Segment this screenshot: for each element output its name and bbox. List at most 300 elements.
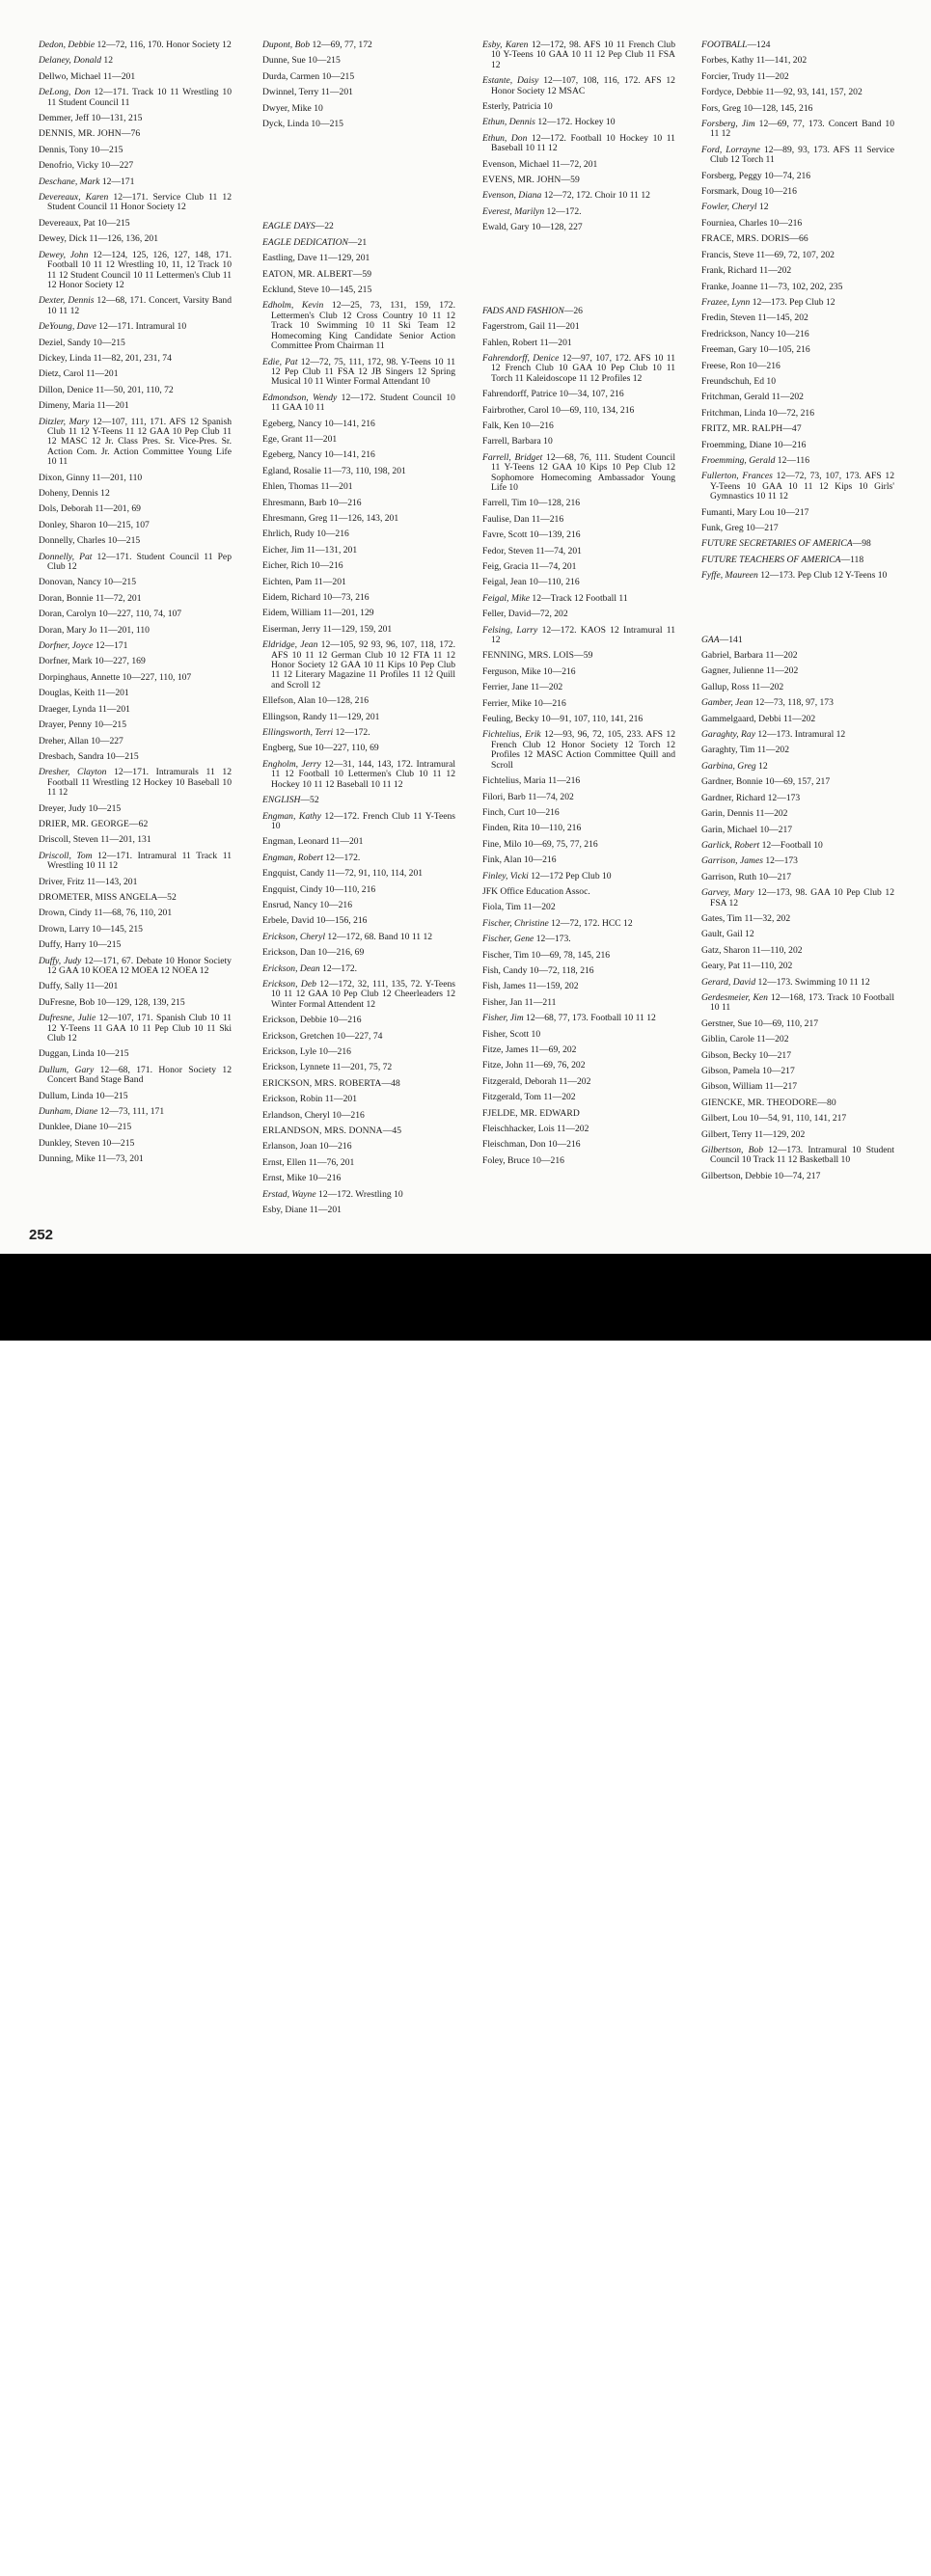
section-gap [701,587,894,636]
entry-pages: 11—202 [758,265,792,277]
entry-name: Fichtelius, Maria [482,775,546,787]
entry-name: Faulise, Dan [482,513,530,525]
index-entry [701,777,894,787]
entry-pages: 11—69, 202 [530,1044,577,1055]
index-entry [262,514,455,524]
entry-name: Foley, Bruce [482,1154,530,1166]
entry-name: Forcier, Trudy [701,70,755,82]
entry-pages: 10—217 [776,506,809,518]
entry-pages: 10—215 [107,535,141,547]
index-entry [701,636,894,645]
index-entry [482,1156,675,1166]
entry-pages: 11—201, 69 [95,503,141,515]
image-id-label: Image ID: 3A8THJ6 [779,2520,906,2536]
entry-pages: 12—172. [335,727,370,739]
entry-name: GAA [701,634,720,645]
entry-name: Erickson, Debbie [262,1015,327,1026]
index-entry [701,762,894,772]
entry-pages: 10—128, 145, 216 [743,102,813,114]
index-entry [262,546,455,556]
entry-pages: 11—201 [539,337,572,348]
index-entry [39,1049,232,1059]
index-entry [482,982,675,991]
index-entry [39,957,232,977]
entry-pages: 10 [314,102,323,114]
entry-pages: 10—145, 215 [92,923,143,935]
entry-pages: 11—201 [331,836,364,848]
index-entry [262,285,455,295]
index-entry [39,1154,232,1164]
index-entry [262,1142,455,1152]
index-entry [701,962,894,971]
entry-name: Gardner, Bonnie [701,776,763,788]
entry-name: Erickson, Cheryl [262,931,326,942]
index-entry [262,120,455,129]
entry-pages: 11—129, 159, 201 [322,623,393,635]
entry-pages: 11—201 [314,576,346,587]
entry-name: Frank, Richard [701,265,757,277]
entry-name: Gabriel, Barbara [701,650,763,662]
entry-pages: 11—216 [547,775,581,787]
index-entry [701,873,894,882]
entry-pages: 11—201 [320,481,353,493]
entry-pages: 12—172. French Club 11 Y-Teens 10 [271,810,455,831]
entry-name: Fairbrother, Carol [482,404,549,416]
entry-name: Fumanti, Mary Lou [701,506,775,518]
entry-name: Dunning, Mike [39,1153,96,1165]
entry-name: Engholm, Jerry [262,758,321,770]
entry-pages: 10—215 [96,1048,129,1060]
index-entry [482,562,675,572]
entry-pages: 10—217 [758,871,792,882]
entry-name: Erickson, Dan [262,947,315,959]
index-entry [482,683,675,692]
entry-pages: 10—215 [98,1122,132,1133]
entry-name: Dickey, Linda [39,352,92,364]
entry-pages: —118 [840,554,864,565]
entry-name: Garin, Dennis [701,808,753,820]
entry-name: Garin, Michael [701,824,758,835]
entry-pages: 11—201, 75, 72 [332,1062,393,1073]
entry-name: Denofrio, Vicky [39,160,99,172]
index-entry [39,521,232,530]
entry-name: Fredin, Steven [701,312,755,324]
index-entry [39,804,232,814]
entry-name: Fitzgerald, Tom [482,1092,541,1103]
entry-name: FRITZ, MR. RALPH [701,423,783,435]
entry-name: Dupont, Bob [262,40,311,50]
entry-name: Devereaux, Pat [39,217,96,229]
index-entry [262,222,455,231]
entry-pages: 11—126, 136, 201 [89,233,159,245]
entry-pages: 12—116 [777,454,810,466]
entry-name: Duffy, Sally [39,981,84,992]
entry-name: Ewald, Gary [482,222,530,233]
index-column-1 [39,41,232,1171]
entry-name: Doran, Bonnie [39,592,94,604]
entry-name: Dellwo, Michael [39,70,101,82]
index-entry [482,855,675,865]
entry-name: Gamber, Jean [701,697,753,709]
entry-pages: 12 [745,929,754,940]
entry-pages: 12—171 [101,176,135,187]
entry-pages: 11—129, 201 [318,253,370,264]
entry-pages: 11—216 [531,513,564,525]
entry-pages: 10—216 [527,806,560,818]
entry-name: Fish, James [482,981,526,992]
entry-pages: 12—171 [95,640,128,652]
entry-pages: 12—173. [535,934,571,945]
index-entry [701,72,894,82]
entry-pages: 12—172. KAOS 12 Intramural 11 12 [491,624,675,646]
entry-name: Finley, Vicki [482,870,529,881]
entry-pages: 10—216 [773,439,807,450]
index-entry [39,339,232,348]
entry-name: Dixon, Ginny [39,472,90,483]
index-entry [701,234,894,244]
entry-pages: 11—129, 201 [329,711,380,722]
index-entry [701,651,894,661]
index-entry [701,345,894,355]
index-entry [482,339,675,348]
index-entry [701,330,894,339]
entry-pages: 11—202 [766,665,799,677]
entry-name: Gerstner, Sue [701,1017,752,1029]
entry-pages: 12—172. Student Council 10 11 GAA 10 11 [271,392,455,414]
index-entry [262,796,455,805]
entry-name: Forbes, Kathy [701,55,754,67]
index-entry [482,730,675,771]
entry-pages: —66 [789,233,808,245]
index-entry [39,504,232,514]
entry-name: Farrell, Bridget [482,451,543,463]
index-entry [482,453,675,494]
entry-pages: 10—141, 216 [324,418,375,429]
entry-pages: 12—107, 108, 116, 172. AFS 12 Honor Society 12 MSAC [491,75,675,96]
entry-pages: 12—72, 172. HCC 12 [551,917,633,929]
entry-name: Esby, Diane [262,1205,308,1216]
entry-name: Gerard, David [701,976,756,988]
entry-pages: 11—92, 93, 141, 157, 202 [765,87,863,98]
entry-name: Edie, Pat [262,356,298,367]
index-entry [39,553,232,573]
entry-pages: 10—215 [95,1090,128,1101]
entry-pages: —22 [315,221,334,232]
index-entry [39,1092,232,1101]
index-entry [39,893,232,903]
entry-pages: 10—73, 216 [322,592,370,603]
entry-pages: 12—72, 116, 170. Honor Society 12 [96,40,232,50]
entry-pages: 10—105, 216 [758,344,810,356]
entry-pages: 11—126, 143, 201 [329,512,399,524]
entry-name: JFK Office Education Assoc. [482,885,590,897]
index-entry [262,948,455,958]
entry-name: Dunklee, Diane [39,1122,97,1133]
entry-name: Fleischhacker, Lois [482,1124,555,1135]
index-entry [262,869,455,879]
entry-pages: 11—82, 201, 231, 74 [93,352,172,364]
index-entry [482,406,675,416]
entry-name: EAGLE DAYS [262,221,315,232]
index-entry [39,820,232,829]
index-entry [482,437,675,447]
entry-pages: 10—215 [93,337,125,348]
index-entry [262,41,455,50]
entry-pages: 12—69, 77, 172 [312,40,372,50]
index-entry [39,418,232,468]
entry-name: FUTURE SECRETARIES OF AMERICA [701,538,853,550]
index-entry [39,878,232,887]
index-entry [262,1126,455,1136]
entry-pages: 10—227, 169 [94,656,146,667]
entry-pages: 11—129, 202 [753,1128,806,1140]
index-entry [39,354,232,364]
entry-name: Garlick, Robert [701,839,760,851]
entry-pages: 12—172, 98. AFS 10 11 French Club 10 Y-Teens 10 GAA 10 11 12 Pep Club 11 FSA 12 [491,40,676,70]
index-entry [482,499,675,508]
index-entry [701,377,894,387]
index-entry [39,296,232,316]
index-entry [482,160,675,170]
entry-name: Gardner, Richard [701,792,766,803]
entry-name: Dorfner, Mark [39,656,93,667]
entry-pages: 12—72, 172. Choir 10 11 12 [543,190,650,202]
index-entry [262,1063,455,1072]
entry-name: Donnelly, Pat [39,551,93,562]
entry-name: Feller, David [482,609,532,620]
yearbook-index-page [0,0,931,1254]
index-entry [482,699,675,709]
entry-pages: 11—201 [309,1205,342,1216]
index-entry [262,713,455,722]
index-entry [262,467,455,476]
index-entry [701,930,894,939]
entry-name: DeLong, Don [39,87,91,98]
index-entry [482,626,675,646]
entry-name: Engman, Kathy [262,810,321,822]
entry-pages: 11—201 [102,70,136,82]
entry-name: Donovan, Nancy [39,577,102,588]
entry-pages: 12—89, 93, 173. AFS 11 Service Club 12 Torch 11 [710,144,895,166]
entry-name: Fritchman, Linda [701,407,766,419]
index-entry [482,207,675,217]
index-entry [482,322,675,332]
entry-pages: 12—173. Intramural 12 [757,729,846,741]
entry-name: Fiola, Tim [482,902,521,913]
entry-name: Donnelly, Charles [39,535,106,547]
entry-name: Ellefson, Alan [262,695,315,707]
entry-name: Eidem, Richard [262,592,321,603]
index-entry [262,980,455,1010]
entry-pages: 11—202 [543,1092,576,1103]
entry-pages: 12—172. Football 10 Hockey 10 11 Baseball 10 11 12 [491,132,675,154]
entry-name: Ehrlich, Rudy [262,529,315,540]
index-entry [39,673,232,683]
entry-name: Dresher, Clayton [39,767,107,778]
entry-name: Egeberg, Nancy [262,449,322,461]
entry-name: Franke, Joanne [701,281,758,292]
entry-pages: 11—72, 201 [95,592,142,604]
index-entry [701,841,894,851]
entry-name: FRACE, MRS. DORIS [701,233,790,245]
index-entry [262,1095,455,1104]
index-entry [701,456,894,466]
entry-name: Fischer, Tim [482,949,530,961]
entry-pages: 10—216 [521,420,554,431]
entry-name: Deziel, Sandy [39,337,91,348]
entry-pages: —76 [121,128,141,140]
index-entry [262,1174,455,1183]
entry-pages: 10—227 [100,160,134,172]
entry-name: Erickson, Lynnete [262,1062,330,1073]
entry-name: Dyck, Linda [262,119,309,130]
entry-name: Garbina, Greg [701,760,756,772]
entry-pages: 12—171. Intramural 10 [98,321,187,333]
index-entry [39,234,232,244]
entry-name: Fredrickson, Nancy [701,328,775,339]
entry-name: Farrell, Barbara [482,436,541,447]
index-entry [39,657,232,666]
entry-pages: 11—201 [96,688,129,699]
index-entry [39,369,232,379]
entry-pages: 12—68, 77, 173. Football 10 11 12 [526,1013,656,1024]
entry-name: Devereaux, Karen [39,192,109,203]
index-entry [482,1030,675,1040]
entry-pages: 10—145, 215 [320,285,372,296]
entry-pages: 10—69, 157, 217 [764,776,831,788]
entry-name: Freundschuh, Ed [701,375,765,387]
entry-pages: 11—201 [304,433,338,445]
entry-name: Ethun, Don [482,132,528,144]
index-entry [701,1051,894,1061]
entry-name: Dreyer, Judy [39,802,87,814]
entry-name: Fisher, Jim [482,1013,524,1024]
index-entry [701,1114,894,1124]
entry-name: Fitze, James [482,1044,529,1055]
entry-pages: 11—202 [755,808,788,820]
index-entry [701,993,894,1014]
entry-pages: 11—217 [764,1081,798,1093]
index-entry [262,837,455,847]
entry-name: Edholm, Kevin [262,300,324,312]
entry-name: Garaghty, Ray [701,729,755,741]
entry-pages: 12—172. [325,852,361,863]
entry-pages: 10—74, 217 [774,1170,821,1181]
index-entry [701,441,894,450]
index-column-3 [482,41,675,1172]
index-entry [262,1111,455,1121]
index-entry [701,172,894,181]
entry-pages: 10—215 [321,70,355,82]
index-entry [482,594,675,604]
entry-pages: 10—227, 110, 74, 107 [98,609,182,620]
entry-name: Francis, Steve [701,249,754,260]
entry-pages: 10—215 [103,577,136,588]
index-entry [482,421,675,431]
index-entry [262,420,455,429]
entry-name: Fisher, Scott [482,1028,530,1040]
entry-name: Fichtelius, Erik [482,729,541,741]
entry-pages: 11—201 [324,1094,357,1105]
index-entry [39,610,232,619]
entry-name: Filori, Barb [482,791,526,802]
entry-name: Erickson, Lyle [262,1046,316,1057]
entry-name: Ensrud, Nancy [262,899,318,910]
entry-pages: 12—31, 144, 143, 172. Intramural 11 12 Football 10 Lettermen's Club 10 11 12 Hockey 10 11 12 Baseball 10 11 12 [271,758,455,790]
entry-name: Gates, Tim [701,912,743,924]
entry-pages: 11—159, 202 [528,981,579,992]
index-entry [39,251,232,291]
entry-pages: 11—201 [97,703,130,715]
brand-logo: alamy [48,2513,227,2576]
index-entry [39,1107,232,1117]
entry-pages: 10—227, 110, 69 [314,743,379,754]
entry-name: Finch, Curt [482,806,525,818]
entry-pages: 10—216 [543,665,576,677]
index-entry [39,114,232,123]
entry-pages: 12—173. Pep Club 12 [752,296,835,308]
entry-name: Fullerton, Frances [701,471,773,482]
index-entry [701,251,894,260]
entry-pages: 10—128, 216 [317,695,370,707]
entry-pages: —141 [719,634,743,645]
entry-pages: 10—216 [777,328,809,339]
entry-pages: 11—202 [783,713,816,724]
index-entry [262,56,455,66]
entry-pages: 12 [758,202,769,213]
entry-name: ERICKSON, MRS. ROBERTA [262,1077,382,1089]
entry-name: Eldridge, Jean [262,639,318,651]
index-entry [482,307,675,316]
entry-name: Gibson, Pamela [701,1066,760,1076]
index-entry [701,809,894,819]
index-entry [39,474,232,483]
entry-name: Frazee, Lynn [701,296,751,308]
entry-pages: 11—32, 202 [744,912,791,924]
entry-pages: 11—143, 201 [86,876,138,887]
entry-name: Eichten, Pam [262,576,313,587]
index-entry [262,301,455,351]
entry-name: Driver, Fritz [39,876,85,887]
entry-name: Dewey, Dick [39,233,87,245]
index-entry [701,698,894,708]
index-entry [39,908,232,918]
entry-name: Ellingson, Randy [262,711,327,722]
entry-pages: 10—215 [97,217,130,229]
entry-pages: 12—68, 171. Honor Society 12 Concert Band Stage Band [47,1064,232,1086]
entry-pages: 10—216 [332,1109,365,1121]
index-entry [701,1172,894,1181]
index-entry [701,104,894,114]
watermark-bar [0,1254,931,2576]
index-entry [482,935,675,944]
index-entry [262,1016,455,1025]
entry-pages: 11—202 [557,1124,589,1135]
entry-pages: 12—68, 76, 111. Student Council 11 Y-Teens 12 GAA 10 Kips 10 Pep Club 12 Sophomore Homecoming Ambassador Young Life 10 [491,451,675,493]
entry-pages: 10—215 [101,1137,135,1149]
entry-name: Estante, Daisy [482,75,539,87]
entry-name: Farrell, Tim [482,498,527,509]
entry-pages: 10—54, 91, 110, 141, 217 [749,1113,847,1125]
page-number: 252 [29,1227,54,1243]
index-entry [39,129,232,139]
entry-pages: —47 [782,423,802,435]
index-entry [39,852,232,872]
entry-name: Ford, Lorrayne [701,144,760,155]
index-entry [39,219,232,229]
entry-name: Dwyer, Mike [262,102,312,114]
index-entry [262,854,455,863]
